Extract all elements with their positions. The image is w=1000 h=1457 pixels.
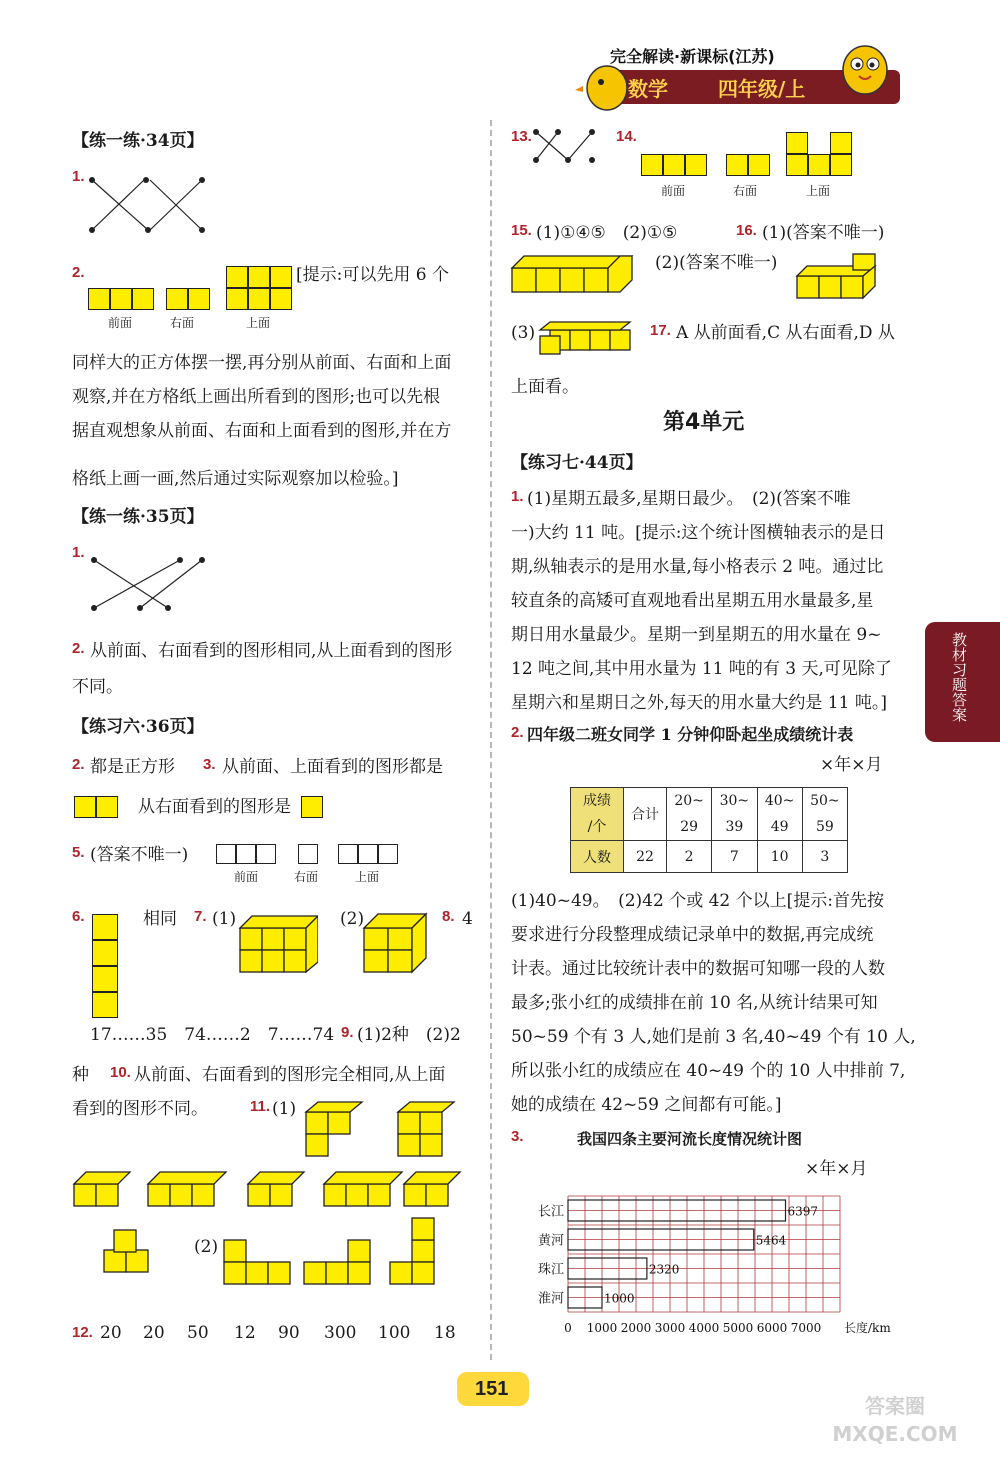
matching-lines-34: [80, 172, 220, 238]
chick-mascot-icon: [575, 40, 915, 120]
cube-row-q16-3: [536, 318, 636, 358]
q17-number: 17.: [650, 322, 671, 339]
table-date: ×年×月: [820, 755, 883, 775]
q6-number: 6.: [72, 908, 85, 925]
q2-answer-35-l2: 不同。: [72, 677, 123, 697]
view-square: [641, 154, 663, 176]
chart-category-label: 长江: [537, 1204, 564, 1220]
q7-part1: (1): [212, 909, 237, 929]
q13-number: 13.: [511, 128, 532, 145]
cube-figures-q11: [70, 1098, 480, 1318]
table-cell: 10: [757, 841, 802, 873]
view-square-outline: [378, 844, 398, 864]
hint-line-3: 据直观想象从前面、右面和上面看到的图形,并在方: [72, 421, 452, 441]
q2-number-35: 2.: [72, 640, 85, 657]
s4-q2-number: 2.: [511, 724, 524, 741]
s4-q2-line: 最多;张小红的成绩排在前 10 名,从统计结果可知: [511, 993, 878, 1013]
chart-tick-label: 0: [564, 1321, 572, 1335]
q5-number: 5.: [72, 844, 85, 861]
chart-axis-label: 长度/km: [844, 1321, 891, 1335]
q2-number: 2.: [72, 264, 85, 281]
q16-part2: (2)(答案不唯一): [655, 253, 778, 273]
cube-stack-q7-2: [360, 904, 432, 976]
caption-right: 右面: [294, 870, 319, 884]
s4-q1-line: 一)大约 11 吨。[提示:这个统计图横轴表示的是日: [511, 523, 886, 543]
chart-date: ×年×月: [805, 1159, 868, 1179]
s4-q1-line: 期,纵轴表示的是用水量,每小格表示 2 吨。通过比: [511, 557, 884, 577]
view-square-outline: [298, 844, 318, 864]
q3-number-36: 3.: [203, 756, 216, 773]
cube: [92, 914, 118, 940]
chart-category-label: 淮河: [537, 1291, 564, 1307]
caption-right: 右面: [733, 184, 758, 198]
q17-answer-l2: 上面看。: [511, 377, 579, 397]
caption-top: 上面: [806, 184, 831, 198]
view-square: [726, 154, 748, 176]
caption-front: 前面: [234, 870, 259, 884]
view-square-outline: [256, 844, 276, 864]
cube-row-q16-1: [508, 252, 640, 298]
q5-answer: (答案不唯一): [90, 845, 189, 865]
q1-number-35: 1.: [72, 544, 85, 561]
view-square: [270, 266, 292, 288]
hint-line-4: 格纸上画一画,然后通过实际观察加以检验。]: [72, 469, 399, 489]
chart-data-label: 2320: [648, 1262, 680, 1277]
cube-stack-q7-1: [236, 904, 318, 976]
view-square: [830, 154, 852, 176]
q11-part1: (1): [272, 1099, 297, 1119]
s4-q3-title: 我国四条主要河流长度情况统计图: [577, 1130, 803, 1148]
view-square: [663, 154, 685, 176]
chart-tick-label: 1000: [586, 1321, 618, 1335]
section-title-36: 【练习六·36页】: [72, 717, 204, 737]
q3-answer-36: 从前面、上面看到的图形都是: [222, 757, 443, 777]
q9-answer: (1)2种 (2)2: [357, 1025, 461, 1045]
hint-line-1: 同样大的正方体摆一摆,再分别从前面、右面和上面: [72, 353, 452, 373]
q12-value: 50: [187, 1323, 209, 1343]
view-square: [110, 288, 132, 310]
score-table: [570, 787, 848, 873]
caption-right: 右面: [170, 316, 195, 330]
q10-number: 10.: [110, 1064, 131, 1081]
view-square: [88, 288, 110, 310]
matching-lines-35: [80, 552, 220, 618]
q12-value: 90: [278, 1323, 300, 1343]
q7-part2: (2): [340, 909, 365, 929]
view-square-outline: [338, 844, 358, 864]
s4-q2-line: (1)40~49。 (2)42 个或 42 个以上[提示:首先按: [511, 891, 885, 911]
table-range-cell: 30~ 39: [712, 788, 757, 841]
section-title-34: 【练一练·34页】: [72, 131, 204, 151]
s4-q2-line: 所以张小红的成绩应在 40~49 个的 10 人中排前 7,: [511, 1061, 906, 1081]
view-square-outline: [236, 844, 256, 864]
s4-q2-line: 要求进行分段整理成绩记录单中的数据,再完成统: [511, 925, 874, 945]
chart-tick-label: 7000: [790, 1321, 822, 1335]
s4-q1-line: 12 吨之间,其中用水量为 11 吨的有 3 天,可见除了: [511, 659, 892, 679]
view-square: [301, 796, 323, 818]
view-square: [74, 796, 96, 818]
q3-right-view-text: 从右面看到的图形是: [138, 797, 291, 817]
cube-row-q16-2: [793, 250, 888, 304]
hint-line-2: 观察,并在方格纸上画出所看到的图形;也可以先根: [72, 387, 441, 407]
cube: [92, 940, 118, 966]
table-col-total: 合计: [624, 788, 667, 841]
caption-front: 前面: [108, 316, 133, 330]
q15-number: 15.: [511, 222, 532, 239]
river-length-chart: [520, 1186, 910, 1346]
q6-answer: 相同: [143, 909, 177, 929]
s4-q3-number: 3.: [511, 1128, 524, 1145]
section-title-44: 【练习七·44页】: [511, 453, 643, 473]
side-tab: [925, 622, 1000, 742]
caption-front: 前面: [661, 184, 686, 198]
side-tab-label: 教材习题答案: [950, 632, 968, 722]
q2-number-36: 2.: [72, 756, 85, 773]
q17-answer-l1: A 从前面看,C 从右面看,D 从: [676, 323, 895, 343]
q14-number: 14.: [616, 128, 637, 145]
q7-number: 7.: [194, 908, 207, 925]
table-cell: 3: [802, 841, 847, 873]
view-square: [748, 154, 770, 176]
view-square-outline: [358, 844, 378, 864]
column-divider: [490, 120, 492, 1360]
chart-category-label: 黄河: [537, 1233, 564, 1249]
s4-q2-line: 计表。通过比较统计表中的数据可知哪一段的人数: [511, 959, 885, 979]
q11-number: 11.: [250, 1098, 271, 1115]
view-square: [132, 288, 154, 310]
table-head-b: /个: [587, 819, 607, 835]
q12-value: 12: [234, 1323, 256, 1343]
view-square-outline: [216, 844, 236, 864]
caption-top: 上面: [355, 870, 380, 884]
q2-answer-36: 都是正方形: [90, 757, 175, 777]
q2-answer-35-l1: 从前面、右面看到的图形相同,从上面看到的图形: [90, 641, 453, 661]
table-row-label: 人数: [571, 841, 624, 873]
chart-category-label: 珠江: [537, 1262, 564, 1278]
chart-data-label: 5464: [755, 1233, 787, 1248]
view-square: [786, 154, 808, 176]
unit-title: 第4单元: [663, 410, 745, 435]
view-square: [188, 288, 210, 310]
header-series: 完全解读·新课标(江苏): [610, 47, 775, 66]
chart-tick-label: 5000: [722, 1321, 754, 1335]
s4-q1-number: 1.: [511, 488, 524, 505]
q12-value: 20: [100, 1323, 122, 1343]
table-range-cell: 40~ 49: [757, 788, 802, 841]
matching-lines-q13: [528, 126, 600, 166]
table-range-cell: 50~ 59: [802, 788, 847, 841]
table-head-a: 成绩: [583, 793, 611, 809]
q10-answer-l1: 从前面、右面看到的图形完全相同,从上面: [134, 1065, 446, 1085]
caption-top: 上面: [246, 316, 271, 330]
view-square: [786, 132, 808, 154]
q8-answer: 4: [462, 909, 473, 929]
view-square: [685, 154, 707, 176]
watermark: 答案圈 MXQE.COM: [832, 1394, 958, 1446]
s4-q1-line: 星期六和星期日之外,每天的用水量大约是 11 吨。]: [511, 693, 887, 713]
chart-tick-label: 3000: [654, 1321, 686, 1335]
division-results: 17……35 74……2 7……74: [90, 1025, 335, 1045]
q12-number: 12.: [72, 1324, 93, 1341]
chart-tick-label: 4000: [688, 1321, 720, 1335]
q12-value: 100: [378, 1323, 411, 1343]
view-square: [248, 266, 270, 288]
q1-number: 1.: [72, 168, 85, 185]
table-header-cell: [571, 788, 624, 841]
cube: [92, 966, 118, 992]
s4-q1-line: (1)星期五最多,星期日最少。 (2)(答案不唯: [527, 489, 851, 509]
view-square: [226, 266, 248, 288]
q16-number: 16.: [736, 222, 757, 239]
view-square: [248, 288, 270, 310]
header-subject: 数学: [628, 77, 668, 101]
q12-value: 300: [324, 1323, 357, 1343]
view-square: [830, 132, 852, 154]
q12-value: 18: [434, 1323, 456, 1343]
chart-tick-label: 6000: [756, 1321, 788, 1335]
q9-answer-cont: 种: [72, 1065, 89, 1085]
s4-q2-line: 50~59 个有 3 人,她们是前 3 名,40~49 个有 10 人,: [511, 1027, 916, 1047]
chart-tick-label: 2000: [620, 1321, 652, 1335]
s4-q2-line: 她的成绩在 42~59 之间都有可能。]: [511, 1095, 782, 1115]
view-square: [96, 796, 118, 818]
page-number: 151: [475, 1378, 509, 1400]
chart-data-label: 1000: [604, 1291, 635, 1306]
q11-part2: (2): [194, 1237, 219, 1257]
q16-part3: (3): [511, 323, 536, 343]
s4-q1-line: 较直条的高矮可直观地看出星期五用水量最多,星: [511, 591, 874, 611]
q8-number: 8.: [442, 908, 455, 925]
section-title-35: 【练一练·35页】: [72, 507, 204, 527]
q16-answer: (1)(答案不唯一): [762, 223, 885, 243]
view-square: [166, 288, 188, 310]
s4-q2-title: 四年级二班女同学 1 分钟仰卧起坐成绩统计表: [527, 725, 854, 744]
q9-number: 9.: [341, 1024, 354, 1041]
s4-q1-line: 期日用水量最少。星期一到星期五的用水量在 9~: [511, 625, 882, 645]
table-cell: 22: [624, 841, 667, 873]
q15-answer: (1)①④⑤ (2)①⑤: [536, 223, 678, 243]
cube: [92, 992, 118, 1018]
view-square: [270, 288, 292, 310]
q2-hint: [提示:可以先用 6 个: [296, 265, 449, 285]
table-cell: 2: [667, 841, 712, 873]
q10-answer-l2: 看到的图形不同。: [72, 1099, 208, 1119]
table-range-cell: 20~ 29: [667, 788, 712, 841]
view-square: [226, 288, 248, 310]
view-square: [808, 154, 830, 176]
table-cell: 7: [712, 841, 757, 873]
header-grade: 四年级/上: [718, 77, 806, 101]
chart-data-label: 6397: [787, 1204, 819, 1219]
q12-value: 20: [143, 1323, 165, 1343]
